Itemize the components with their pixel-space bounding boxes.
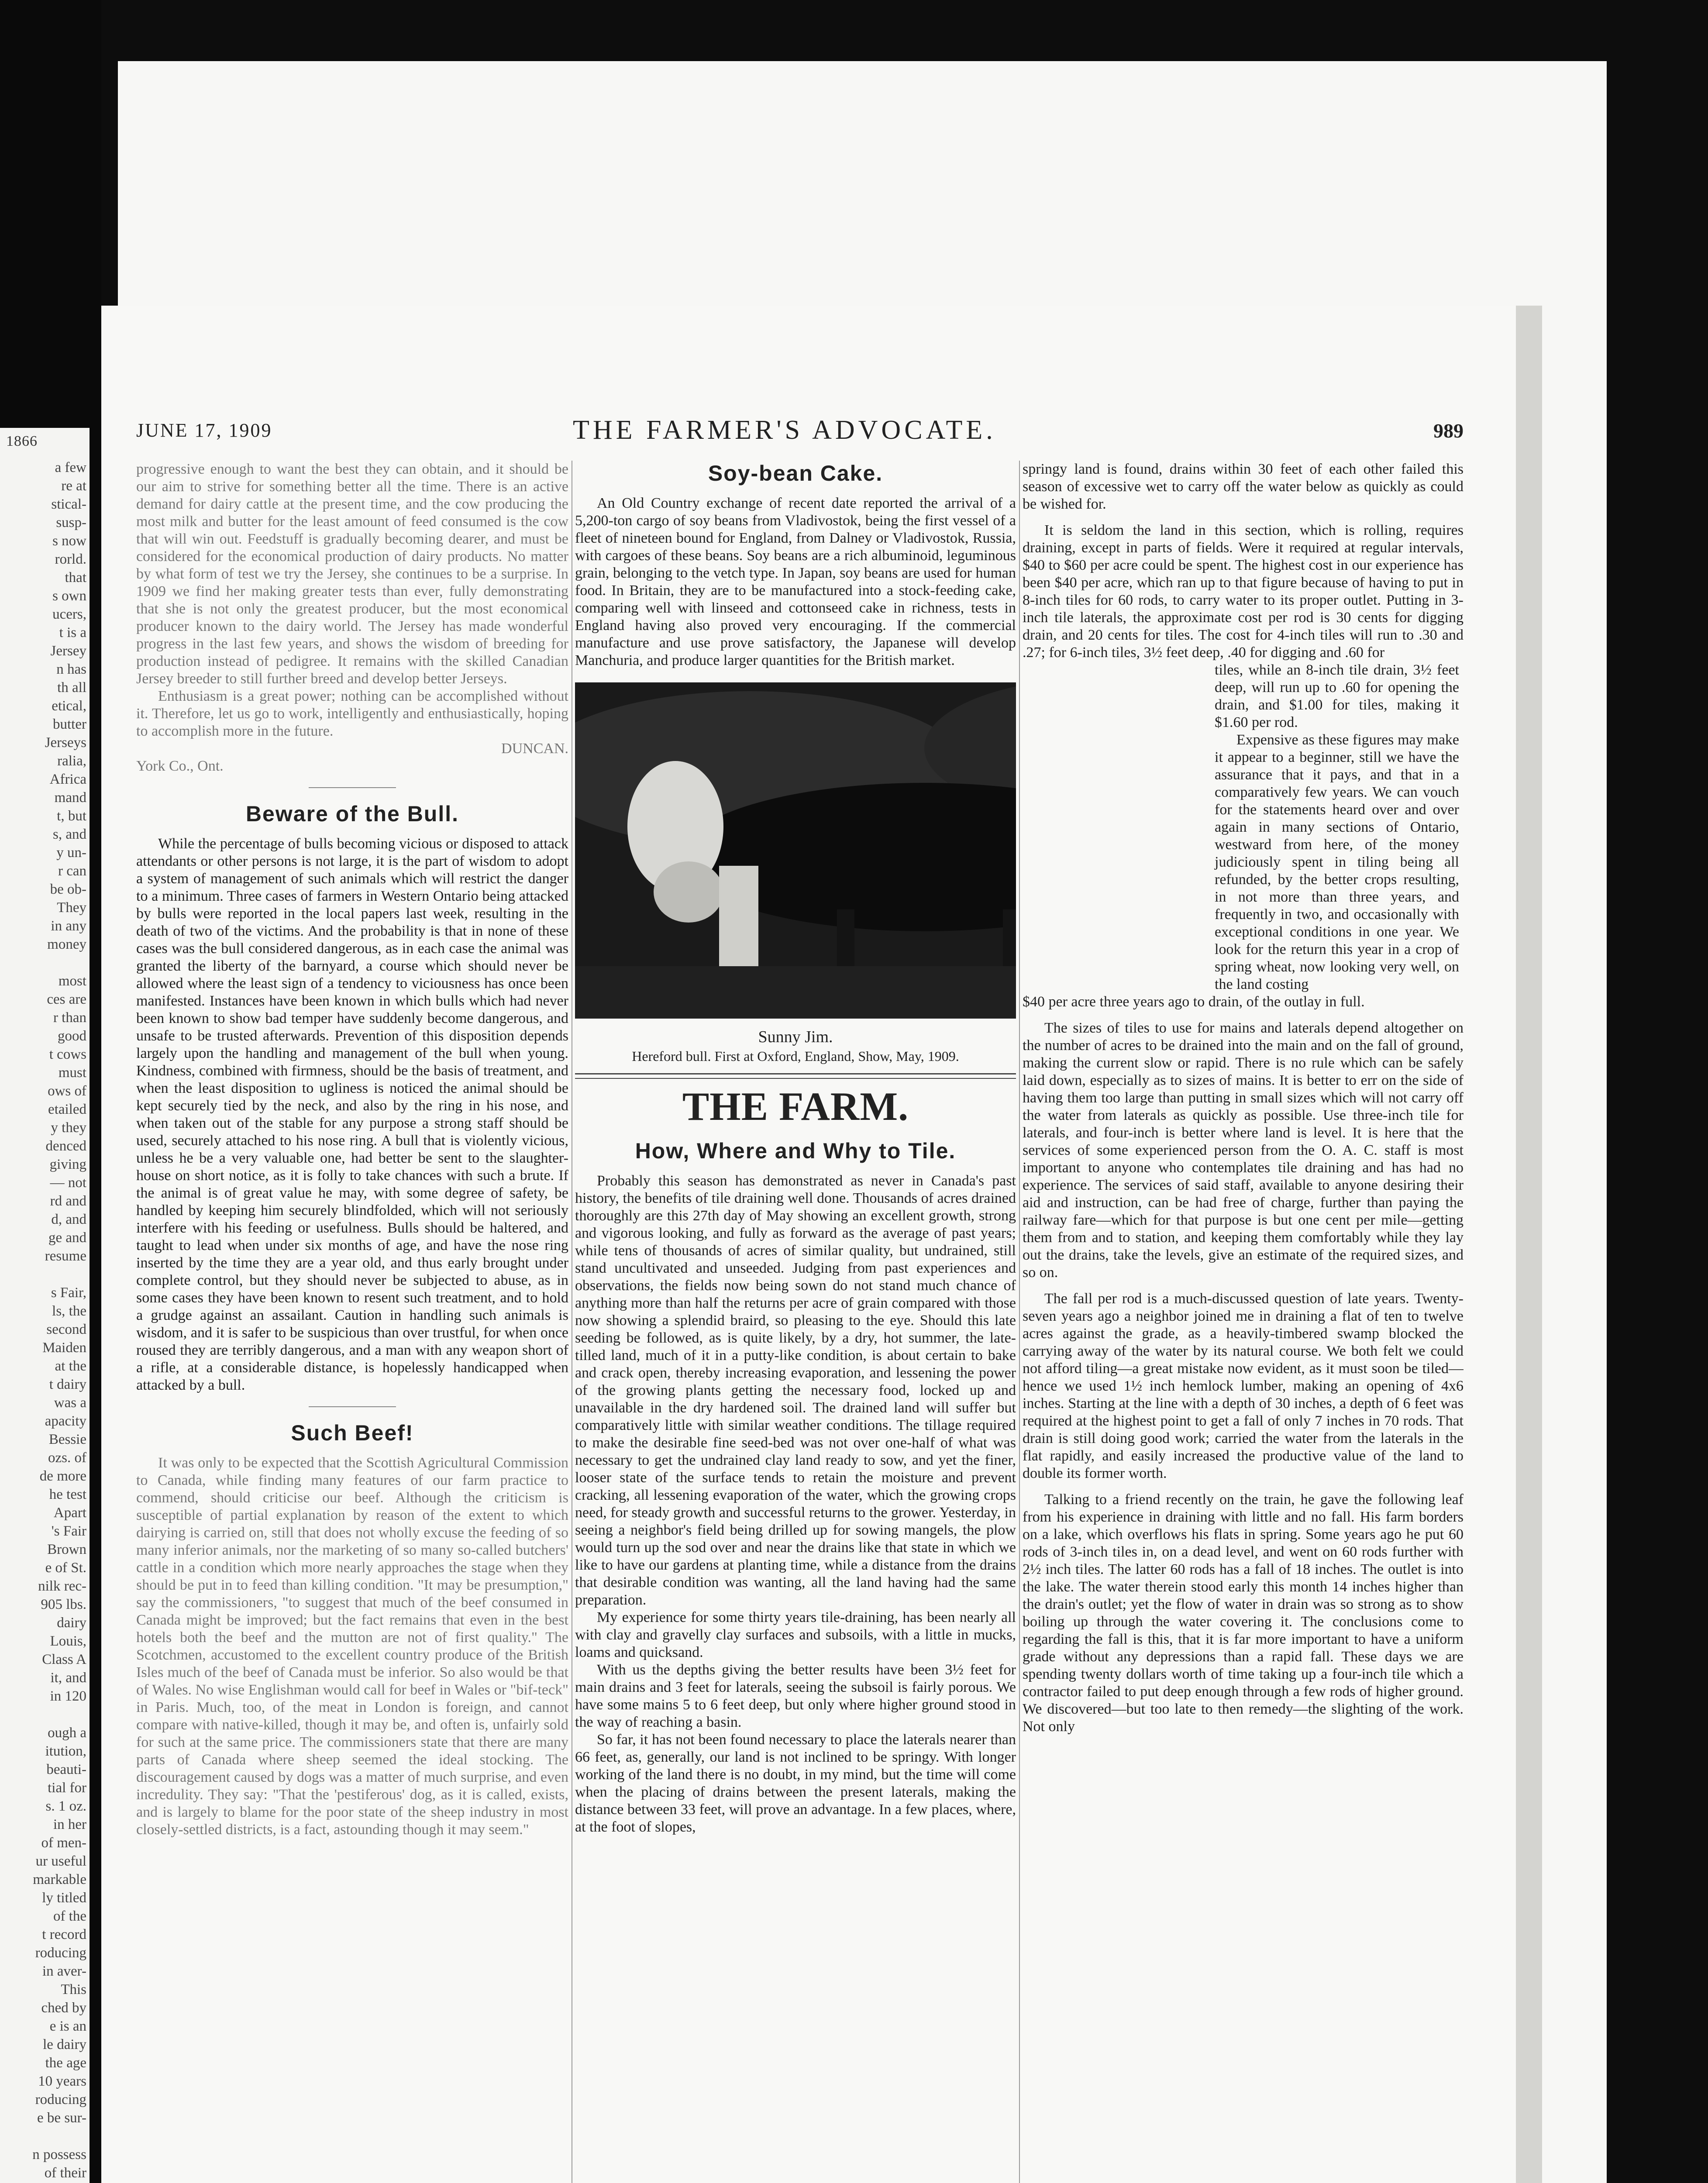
column-3 [1023,461,1464,2183]
article-title: Beware of the Bull. [245,802,459,826]
author-location: York Co., Ont. [136,758,224,774]
article-body: Probably this season has demonstrated as never in Canada's past history, the benefits of tile draining well done. Thousands of acres drained thoroughly are this 27th day of May showing an excellent growth, strong and vigorous looking, and fully as forward as the average of past years; while tens of thousands of acres of similar quality, but undrained, still stand uncultivated and unseeded. Judging from past experiences and observations, the fields now being sown do not stand much chance of anything more than half the returns per acre of grain compared with those now showing a splendid braird, so pleasing to the eye. Should this late seeding be followed, as is quite likely, by a dry, hot summer, the late-tilled land, much of it in a putty-like condition, is about certain to bake and crack open, thereby increasing evaporation, and lessening the power of the growing plants getting the necessary food, locked up and unavailable in the dry hardened soil. The drained land will suffer but comparatively little with similar weather conditions. The tillage required to make the desirable fine seed-bed was not over one-half of what was necessary to get the undrained clay land ready to sow, and yet the finer, looser state of the surface tends to retain the moisture and prevent cracking, all lessening evaporation of the water, which the growing crops need, for steady growth and successful returns to the grower. Yesterday, in seeing a neighbor's field being drilled up for sowing mangels, the plow would turn up the sod over and near the drains like that state in which we like to have our gardens at planting time, while a distance from the drains that desirable condition was wanting, all the land having had the same preparation. [575,1173,1016,1608]
article-paragraph: Expensive as these figures may make it appear to a beginner, still we have the assurance that it pays, and that in a comparatively few years. We can vouch for the statements heard over and over again in many sections of Ontario, westward from here, of the money judiciously spent in tiling being all refunded, by the better crops resulting, in not more than three years, and frequently in two, and occasionally with exceptional conditions in one year. We look for the return this year in a crop of spring wheat, now looking very well, on the land costing [1215,732,1459,992]
bull-image [575,682,1016,1019]
article-body: An Old Country exchange of recent date reported the arrival of a 5,200-ton cargo of soy beans from Vladivostok, being the first vessel of a fleet of nineteen bound for England, from Dalney or Vladivostok, Russia, with cargoes of these beans. Soy beans are a rich albuminoid, leguminous grain, belonging to the vetch type. In Japan, soy beans are used for human food. In Britain, they are to be manufactured into a stock-feeding cake, comparing well with linseed and cottonseed cake in richness, tests in England having also proved very encouraging. If the commercial manufacture and use prove satisfactory, the Japanese will develop Manchuria, and produce larger quantities for the British market. [575,495,1016,668]
section-heading: THE FARM. [682,1084,909,1129]
page-edge [1516,306,1542,2183]
page-number: 989 [1433,420,1464,442]
previous-page-text: a few re at stical- susp- s now rorld. that s own ucers, t is a Jersey n has th all etical, butter Jerseys ralia, Africa mand t, but s, and y un- r can be ob- They in any money most ces are r than good t cows must ows of etailed y they denced giving — not rd and d, and ge and resume s Fair, ls, the second Maiden at the t dairy was a apacity Bessie ozs. of de more he test Apart 's Fair Brown e of St. nilk rec- 905 lbs. dairy Louis, Class A it, and in 120 ough a itution, beauti- tial for s. 1 oz. in her of men- ur useful markable ly titled of the t record roducing in aver- This ched by e is an le dairy the age 10 years roducing e be sur- n possess of their [32,460,86,2181]
column-1 [136,461,568,2183]
column-rule [1019,461,1020,2183]
divider [309,787,396,788]
article-paragraph: The sizes of tiles to use for mains and laterals depend altogether on the number of acres to be drained into the main and on the fall of ground, making the current slow or rapid. There is no rule which can be safely laid down, especially as to sizes of mains. It is better to err on the side of having them too large than putting in small sizes which will not carry off the water from laterals as quickly as possible. Use three-inch tile for laterals, and four-inch is better where land is level. It is here that the services of some experienced person from the O. A. C. staff is most important to anyone who contemplates tile draining and has had no experience. The services of said staff, available to anyone desiring their aid and instruction, can be had free of charge, further than paying the railway fare—which for that purpose is but one cent per mile—getting them from and to station, and keeping them comfortably while they lay out the drains, take the levels, give an estimate of the required sizes, and so on. [1023,1020,1464,1281]
previous-page-fragment [0,428,90,2183]
previous-page-number: 1866 [6,433,38,449]
article-title: Such Beef! [291,1421,414,1445]
article-paragraph: Enthusiasm is a great power; nothing can be accomplished without it. Therefore, let us go to work, intelligently and enthusiastically, hoping to accomplish more in the future. [136,688,568,739]
newspaper-page [101,306,1516,2183]
article-paragraph: With us the depths giving the better results have been 3½ feet for main drains and 3 feet for laterals, seeing the subsoil is fairly porous. We have some mains 5 to 6 feet deep, but only where higher ground stood in the way of reaching a basin. [575,1662,1016,1730]
article-title: Soy-bean Cake. [708,461,883,485]
issue-date: JUNE 17, 1909 [136,420,272,441]
article-continuation: progressive enough to want the best they can obtain, and it should be our aim to strive for something better all the time. There is an active demand for dairy cattle at the present time, and the cow producing the most milk and butter for the least amount of feed consumed is the cow that will win out. Feedstuff is gradually becoming dearer, and must be considered for the economical production of dairy products. No matter by what form of test we try the Jersey, she continues to be a surprise. In 1909 we find her making greater tests than ever, fully demonstrating that she is not only the greatest producer, but the most economical producer known to the dairy world. The Jersey has made wonderful progress in the last few years, and shows the wisdom of breeding for production instead of pedigree. It remains with the skilled Canadian Jersey breeder to still further breed and develop better Jerseys. [136,461,568,687]
article-body: While the percentage of bulls becoming vicious or disposed to attack attendants or other persons is not large, it is the part of wisdom to adopt a system of management of such animals which will restrict the danger to a minimum. Three cases of farmers in Western Ontario being attacked by bulls were reported in the local papers last week, resulting in the death of two of the victims. And the probability is that in none of these cases was the bull considered dangerous, as in each case the animal was granted the liberty of the barnyard, a course which should never be allowed where the least sign of a tendency to viciousness has once been manifested. Instances have been known in which bulls which had never been known to show bad temper have suddenly become dangerous, and unsafe to be trusted afterwards. Prevention of this disposition depends largely upon the handling and management of the bull when young. Kindness, combined with firmness, should be the basis of treatment, and when the least disposition to ugliness is noticed the animal should be kept securely tied by the neck, and also by the ring in his nose, and when taken out of the stable for any purpose a strong staff should be used, securely attached to his nose ring. A bull that is violently vicious, unless he be a very valuable one, had better be sent to the slaughter-house on short notice, as it is folly to take chances with such a brute. If the animal is of great value he may, with some degree of safety, be handled by keeping him securely blindfolded, which will not seriously interfere with his feeding or usefulness. Bulls should be haltered, and taught to lead when under six months of age, and have the nose ring inserted by the time they are a year old, and thus early brought under complete control, but they should never be subjected to abuse, as in some cases they have been known to resent such treatment, and to hold a grudge against an assailant. Caution in handling such animals is wisdom, and it is safer to be suspicious than over trustful, for when once roused they are terribly dangerous, and a man with any weapon short of a rifle, at a considerable distance, is hopelessly handicapped when attacked by a bull. [136,836,568,1393]
article-paragraph: The fall per rod is a much-discussed question of late years. Twenty-seven years ago a neighbor joined me in draining a flat of ten to twelve acres against the grade, as a heavily-timbered swamp blocked the carrying away of the water by its natural course. We both felt we could not afford tiling—a great mistake now evident, as it must soon be tiled—hence we used 1½ inch hemlock lumber, making an opening of 4x6 inches. Starting at the line with a depth of 30 inches, a depth of 6 feet was required at the highest point to get a fall of only 7 inches in 70 rods. That drain is still doing good work; carried the water from the laterals in the flat rapidly, and easily increased the productive value of the land to double its former worth. [1023,1291,1464,1481]
article-paragraph: It is seldom the land in this section, which is rolling, requires draining, except in parts of fields. Were it required at regular intervals, $40 to $60 per acre could be spent. The highest cost in our experience has been $40 per acre, which ran up to that figure because of having to put in 8-inch tiles for 60 rods, to carry water to its proper outlet. Putting in 3-inch tile laterals, the approximate cost per rod is 30 cents for digging drain, and 20 cents for tiles. The cost for 4-inch tiles will run to .30 and .27; for 6-inch tiles, 3½ feet deep, .40 for digging and .60 for [1023,522,1464,661]
article-title: How, Where and Why to Tile. [635,1139,956,1163]
publication-title: THE FARMER'S ADVOCATE. [573,415,996,445]
article-paragraph: My experience for some thirty years tile-draining, has been nearly all with clay and gravelly clay surfaces and subsoils, with a little in mucks, loams and quicksand. [575,1609,1016,1660]
article-paragraph: $40 per acre three years ago to drain, of the outlay in full. [1023,994,1365,1010]
divider [309,1406,396,1407]
column-2 [575,461,1016,2183]
narrow-text-block [1215,661,1459,993]
photo-caption: Hereford bull. First at Oxford, England, Show, May, 1909. [632,1048,959,1064]
article-paragraph: So far, it has not been found necessary to place the laterals nearer than 66 feet, as, generally, our land is not inclined to be springy. With longer working of the land there is no doubt, in my mind, but the time will come when the placing of drains between the present laterals, making the distance between 33 feet, will prove an advantage. In a few places, where, at the foot of slopes, [575,1732,1016,1835]
article-continuation: springy land is found, drains within 30 feet of each other failed this season of excessive wet to carry off the water below as quickly as could be wished for. [1023,461,1464,512]
page-header [136,415,1464,454]
section-rule [575,1073,1016,1079]
photo-wrap-area [1023,661,1464,993]
hereford-bull-photo [575,682,1016,1019]
article-paragraph: tiles, while an 8-inch tile drain, 3½ feet deep, will run up to .60 for opening the drain, and $1.00 for tiles, making it $1.60 per rod. [1215,662,1459,730]
article-paragraph: Talking to a friend recently on the train, he gave the following leaf from his experience in draining with little and no fall. His farm borders on a lake, which overflows his flats in spring. Some years ago he put 60 rods of 3-inch tiles in, on a dead level, and went on 60 rods further with 2½ inch tiles. The latter 60 rods has a fall of 18 inches. The outlet is into the lake. The water therein stood early this month 14 inches higher than the drain's outlet; yet the flow of water in drain was so strong as to show boiling up through the water covering it. The conclusions come to regarding the fall is this, that it is far more important to have a uniform grade without any depressions than a rapid fall. These days we are spending twenty dollars worth of time taking up a four-inch tile which a contractor failed to put deep enough through a few rods of higher ground. We discovered—but too late to then remedy—the slighting of the work. Not only [1023,1491,1464,1735]
article-body: It was only to be expected that the Scottish Agricultural Commission to Canada, while finding many features of our farm practice to commend, should criticise our beef. Although the criticism is susceptible of partial explanation by reason of the extent to which dairying is carried on, still that does not wholly excuse the feeding of so many inferior animals, nor the marketing of so many so-called butchers' cattle in a condition which more nearly approaches the stage when they should be put in to feed than killing condition. "It may be presumption," say the commissioners, "to suggest that much of the beef consumed in Canada might be improved; but the fact remains that even in the best hotels both the beef and the mutton are not of first quality." The Scotchmen, accustomed to the excellent country produce of the British Isles much of the beef of Canada must be inferior. So also would be that of Wales. No wise Englishman would call for beef in Wales or "bif-teck" in Paris. Much, too, of the meat in London is foreign, and cannot compare with native-killed, though it may be, and often is, unfairly sold for such at the same price. The commissioners state that there are many parts of Canada where sheep seemed the ideal stocking. The discouragement caused by dogs was a matter of much surprise, and even incredulity. They say: "That the 'pestiferous' dog, as it is called, exists, and is largely to blame for the poor state of the sheep industry in most closely-settled districts, is a fact, astounding though it may seem." [136,1455,568,1838]
photo-caption-title: Sunny Jim. [758,1028,833,1046]
author-signature: DUNCAN. [501,740,568,757]
